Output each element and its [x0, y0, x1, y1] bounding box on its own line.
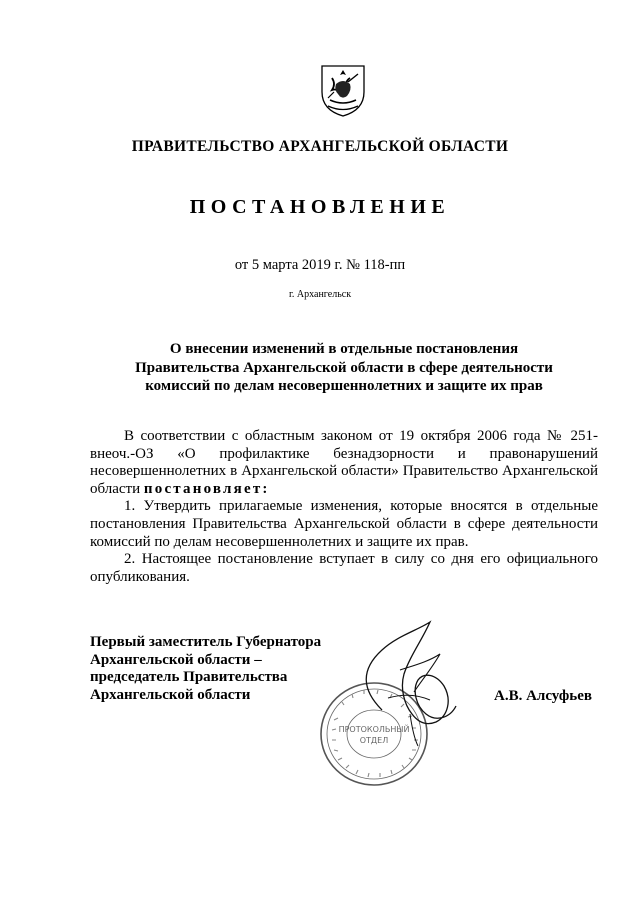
document-body	[90, 428, 598, 586]
stamp-text: ПРОТОКОЛЬНЫЙ	[338, 725, 410, 734]
stamp-text: ОТДЕЛ	[359, 736, 389, 745]
document-subject	[90, 340, 598, 396]
resolves-word: постановляет:	[143, 480, 270, 497]
signer-title-line: Первый заместитель Губернатора	[90, 634, 322, 650]
coat-of-arms-icon	[318, 62, 368, 118]
date-and-number: от 5 марта 2019 г. № 118-пп	[234, 257, 406, 273]
signer-name: А.В. Алсуфьев	[494, 688, 592, 704]
subject-line: О внесении изменений в отдельные постановления	[169, 341, 519, 357]
city: г. Архангельск	[288, 289, 352, 300]
signer-title-line: председатель Правительства	[90, 669, 288, 686]
item-2: 2. Настоящее постановление вступает в силу со дня его официального опубликования.	[90, 551, 598, 585]
item-1: 1. Утвердить прилагаемые изменения, которые вносятся в отдельные постановления Правительства Архангельской области в сфере деятельности комиссий по делам несовершеннолетних и защите их прав.	[90, 498, 598, 550]
government-name: ПРАВИТЕЛЬСТВО АРХАНГЕЛЬСКОЙ ОБЛАСТИ	[131, 138, 509, 155]
document-type: ПОСТАНОВЛЕНИЕ	[189, 196, 451, 218]
handwritten-signature	[352, 610, 462, 750]
preamble-text: В соответствии с областным законом от 19 октября 2006 года № 251-внеоч.-ОЗ «О профилактике безнадзорности и правонарушений несовершеннолетних в Архангельской области» Правительство Архангельской области	[90, 428, 598, 497]
subject-line: Правительства Архангельской области в сфере деятельности	[135, 359, 553, 376]
signer-title-line: Архангельской области –	[90, 651, 262, 668]
preamble-paragraph	[90, 428, 598, 498]
subject-line: комиссий по делам несовершеннолетних и защите их прав	[145, 378, 543, 394]
signer-title-line: Архангельской области	[90, 686, 251, 703]
